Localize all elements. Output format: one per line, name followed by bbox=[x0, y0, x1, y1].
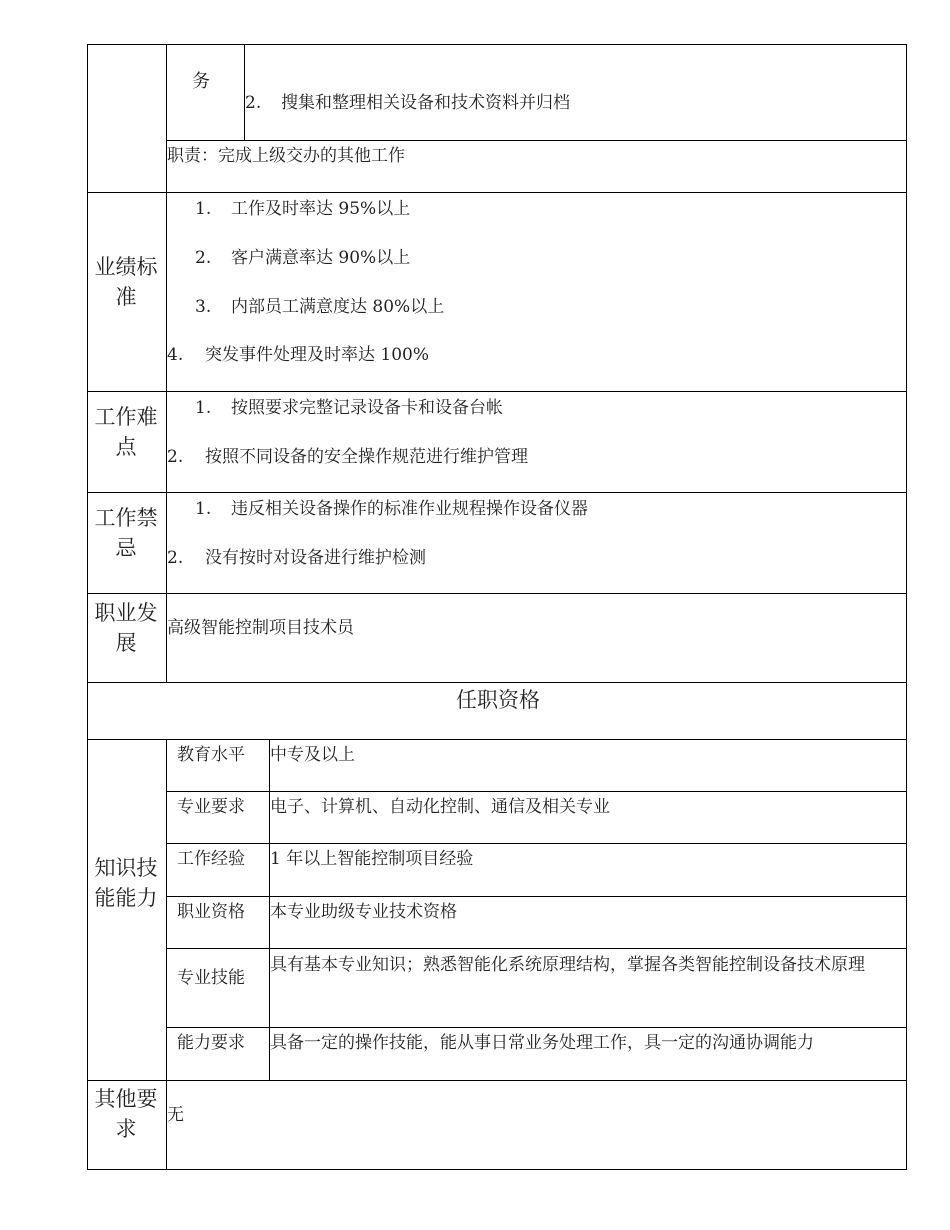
prohibition-item-number: 2. bbox=[167, 548, 184, 568]
row-divider bbox=[87, 492, 907, 493]
performance-item-number: 1. bbox=[195, 199, 212, 219]
performance-item bbox=[195, 295, 444, 319]
performance-item-number: 3. bbox=[195, 297, 212, 317]
difficulties-label: 工作难点 bbox=[94, 405, 158, 459]
requirement-value: 具备一定的操作技能，能从事日常业务处理工作，具一定的沟通协调能力 bbox=[270, 1033, 814, 1053]
row-divider bbox=[87, 739, 907, 740]
performance-item-text: 内部员工满意度达 80%以上 bbox=[231, 297, 445, 317]
row-divider bbox=[87, 593, 907, 594]
row-divider bbox=[87, 192, 907, 193]
knowledge-label: 知识技能能力 bbox=[94, 856, 158, 910]
performance-label: 业绩标准 bbox=[94, 255, 158, 309]
performance-item-text: 工作及时率达 95%以上 bbox=[231, 199, 411, 219]
prohibition-item-text: 违反相关设备操作的标准作业规程操作设备仪器 bbox=[231, 499, 588, 519]
requirement-key: 专业要求 bbox=[177, 797, 245, 817]
performance-item-number: 2. bbox=[195, 248, 212, 268]
duty-item-2 bbox=[245, 91, 570, 115]
performance-item bbox=[167, 343, 429, 367]
requirement-value: 具有基本专业知识；熟悉智能化系统原理结构，掌握各类智能控制设备技术原理 bbox=[270, 955, 865, 975]
other-text: 无 bbox=[167, 1105, 184, 1125]
requirement-key: 能力要求 bbox=[177, 1033, 245, 1053]
row-divider bbox=[166, 791, 907, 792]
duty-item-text: 搜集和整理相关设备和技术资料并归档 bbox=[281, 93, 570, 113]
requirement-value: 中专及以上 bbox=[270, 745, 355, 765]
duty-item-number: 2. bbox=[245, 93, 262, 113]
prohibition-item-text: 没有按时对设备进行维护检测 bbox=[205, 548, 426, 568]
duty-category-fragment: 务 bbox=[192, 71, 210, 92]
row-divider bbox=[166, 1027, 907, 1028]
difficulty-item-number: 1. bbox=[195, 398, 212, 418]
requirement-key: 工作经验 bbox=[177, 849, 245, 869]
performance-item bbox=[195, 246, 410, 270]
requirement-value: 1 年以上智能控制项目经验 bbox=[270, 849, 474, 869]
requirement-value: 本专业助级专业技术资格 bbox=[270, 902, 457, 922]
prohibition-item bbox=[167, 546, 426, 570]
other-duty: 职责：完成上级交办的其他工作 bbox=[167, 146, 405, 166]
requirement-value: 电子、计算机、自动化控制、通信及相关专业 bbox=[270, 797, 610, 817]
row-divider bbox=[87, 1080, 907, 1081]
performance-item bbox=[195, 197, 410, 221]
requirement-key: 专业技能 bbox=[177, 968, 245, 988]
other-label: 其他要求 bbox=[94, 1087, 158, 1141]
row-divider bbox=[166, 896, 907, 897]
difficulty-item bbox=[167, 445, 528, 469]
prohibition-item bbox=[195, 497, 588, 521]
difficulty-item-text: 按照不同设备的安全操作规范进行维护管理 bbox=[205, 447, 528, 467]
difficulty-item-text: 按照要求完整记录设备卡和设备台帐 bbox=[231, 398, 503, 418]
requirement-key: 教育水平 bbox=[177, 745, 245, 765]
difficulty-item-number: 2. bbox=[167, 447, 184, 467]
qualifications-title: 任职资格 bbox=[456, 688, 540, 712]
difficulty-item bbox=[195, 396, 503, 420]
row-divider bbox=[87, 391, 907, 392]
prohibitions-label: 工作禁忌 bbox=[94, 506, 158, 560]
requirement-key: 职业资格 bbox=[177, 902, 245, 922]
career-label: 职业发展 bbox=[94, 601, 158, 655]
career-text: 高级智能控制项目技术员 bbox=[167, 618, 354, 638]
performance-item-text: 客户满意率达 90%以上 bbox=[231, 248, 411, 268]
performance-item-number: 4. bbox=[167, 345, 184, 365]
row-divider bbox=[166, 948, 907, 949]
performance-item-text: 突发事件处理及时率达 100% bbox=[205, 345, 430, 365]
prohibition-item-number: 1. bbox=[195, 499, 212, 519]
row-divider bbox=[166, 140, 907, 141]
row-divider bbox=[87, 682, 907, 683]
row-divider bbox=[166, 843, 907, 844]
